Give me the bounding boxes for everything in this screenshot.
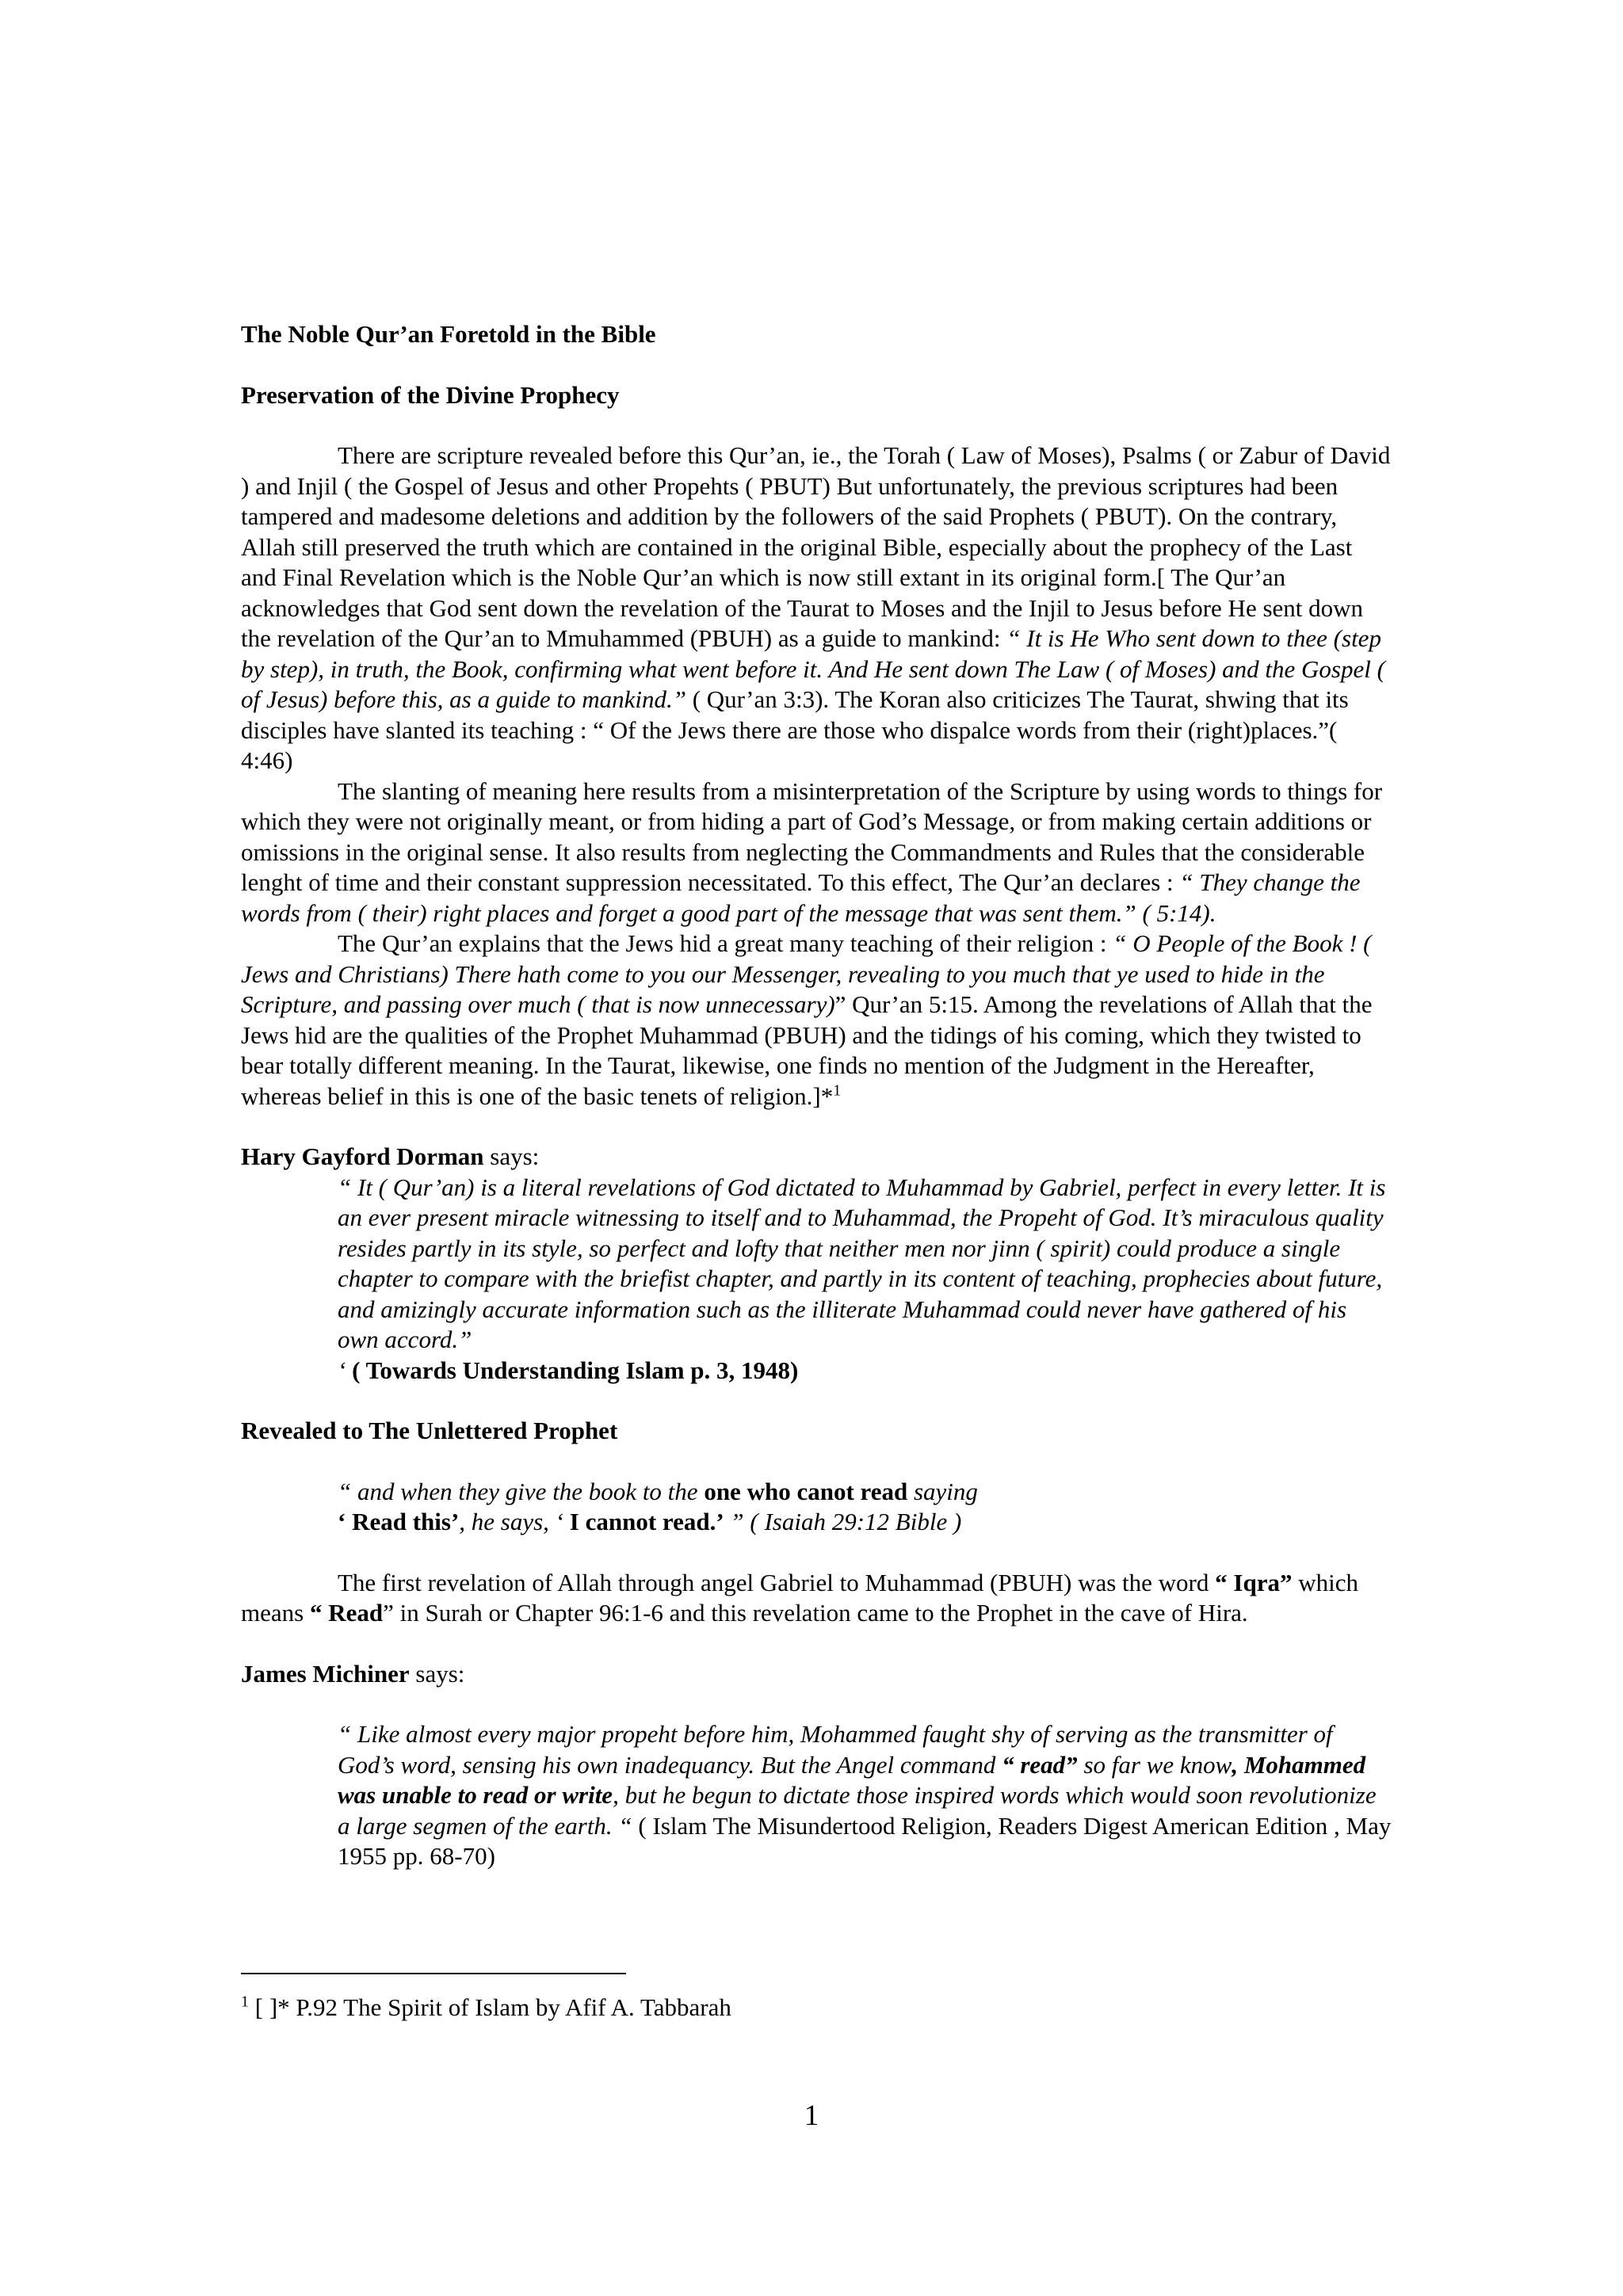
paragraph-text: which means — [241, 1568, 1358, 1627]
quote-bold: ‘ Read this’ — [338, 1508, 460, 1535]
source-text: ( Islam The Misundertood Religion, Readers Digest American Edition , May 1955 pp. 68-70) — [338, 1811, 1392, 1870]
document-title: The Noble Qur’an Foretold in the Bible — [241, 320, 656, 348]
dorman-quote — [338, 1173, 1392, 1356]
michiner-attribution — [241, 1659, 1392, 1690]
quote-bold: one who canot read — [704, 1477, 908, 1505]
quote-bold: “ read” — [1002, 1750, 1078, 1779]
paragraph-text: ” Qur’an 5:15. Among the revelations of Allah that the Jews hid are the qualities of the Prophet Muhammad (PBUH) and the tidings of his coming, which they twisted to bear totally different meaning. In the Taurat, likewise, one finds no mention of the Judgment in the Hereafter, whereas belief in this is one of the basic tenets of religion.]* — [241, 990, 1373, 1110]
quote-text: ” ( Isaiah 29:12 Bible ) — [724, 1508, 962, 1535]
read-word: “ Read — [309, 1599, 384, 1627]
paragraph-text: The first revelation of Allah through angel Gabriel to Muhammad (PBUH) was the word — [338, 1568, 1216, 1596]
paragraph-people-of-book — [241, 929, 1392, 1112]
section-heading-unlettered: Revealed to The Unlettered Prophet — [241, 1417, 618, 1444]
says-label: says: — [483, 1142, 540, 1170]
paragraph-text: ( Qur’an 3:3). The Koran also criticizes The Taurat, shwing that its disciples have slanted its teaching : “ Of the Jews there are those who dispalce words from their (right)places.”( 4:46) — [241, 685, 1349, 774]
isaiah-quote-line-2 — [338, 1507, 1392, 1538]
quran-quote: “ They change the words from ( their) right places and forget a good part of the message that was sent them.” ( 5:14). — [241, 868, 1361, 927]
footnote — [241, 1993, 731, 2023]
quote-bold: , Mohammed was unable to read or write — [338, 1750, 1366, 1809]
paragraph-slanting — [241, 776, 1392, 929]
section-heading-preservation: Preservation of the Divine Prophecy — [241, 380, 620, 409]
quote-text: “ and when they give the book to the — [338, 1477, 705, 1505]
paragraph-scriptures — [241, 441, 1392, 776]
says-label: says: — [409, 1659, 465, 1688]
source-mark: ‘ — [338, 1356, 353, 1384]
quote-text: “ It ( Qur’an) is a literal revelations of God dictated to Muhammad by Gabriel, perfect in every letter. It is an ever present miracle witnessing to itself and to Muhammad, the Propeht of God. It’s miraculous quality resides partly in its style, so perfect and lofty that neither men nor jinn ( spirit) could produce a single chapter to compare with the briefist chapter, and partly in its content of teaching, prophecies about future, and amizingly accurate information such as the illiterate Muhammad could never have gathered of his own accord.” — [338, 1173, 1386, 1353]
footnote-number: 1 — [241, 1993, 249, 2011]
quran-quote: “ It is He Who sent down to thee (step by step), in truth, the Book, confirming what went before it. And He sent down The Law ( of Moses) and the Gospel ( of Jesus) before this, as a guide to mankind.” — [241, 624, 1385, 713]
dorman-source — [338, 1356, 1392, 1386]
page-number: 1 — [804, 2100, 819, 2132]
quote-text: saying — [907, 1477, 978, 1505]
paragraph-text: The Qur’an explains that the Jews hid a great many teaching of their religion : — [338, 929, 1113, 957]
quote-bold: I cannot read.’ — [569, 1508, 724, 1535]
quote-text: , he says, ‘ — [459, 1508, 570, 1535]
quote-text: “ Like almost every major propeht before him, Mohammed faught shy of serving as the transmitter of God’s word, sensing his own inadequancy. But the Angel command — [338, 1720, 1333, 1779]
author-name: Hary Gayford Dorman — [241, 1142, 484, 1170]
page-content — [241, 319, 1392, 1872]
author-name: James Michiner — [241, 1659, 410, 1688]
isaiah-quote-line-1 — [338, 1477, 1392, 1508]
dorman-attribution — [241, 1142, 1392, 1173]
iqra-word: “ Iqra” — [1215, 1568, 1293, 1596]
paragraph-text: There are scripture revealed before this Qur’an, ie., the Torah ( Law of Moses), Psalms ( or Zabur of David ) and Injil ( the Gospel of Jesus and other Propehts ( PBUT) But unfortunately, the previous scriptures had been tampered and madesome deletions and addition by the followers of the said Prophets ( PBUT). On the contrary, Allah still preserved the truth which are contained in the original Bible, especially about the prophecy of the Last and Final Revelation which is the Noble Qur’an which is now still extant in its original form.[ The Qur’an acknowledges that God sent down the revelation of the Taurat to Moses and the Injil to Jesus before He sent down the revelation of the Qur’an to Mmuhammed (PBUH) as a guide to mankind: — [241, 441, 1391, 652]
quran-quote: “ O People of the Book ! ( Jews and Christians) There hath come to you our Messenger, revealing to you much that ye used to hide in the Scripture, and passing over much ( that is now unnecessary) — [241, 929, 1372, 1018]
quote-text: so far we know — [1077, 1750, 1232, 1779]
paragraph-text: The slanting of meaning here results from a misinterpretation of the Scripture by using words to things for which they were not originally meant, or from hiding a part of God’s Message, or from making certain additions or omissions in the original sense. It also results from neglecting the Commandments and Rules that the considerable lenght of time and their constant suppression necessitated. To this effect, The Qur’an declares : — [241, 776, 1383, 896]
footnote-text: [ ]* P.92 The Spirit of Islam by Afif A. Tabbarah — [249, 1993, 731, 2021]
paragraph-first-revelation — [241, 1568, 1392, 1629]
footnote-ref: 1 — [833, 1081, 842, 1100]
source-text: ( Towards Understanding Islam p. 3, 1948) — [352, 1356, 799, 1384]
footnote-separator — [241, 1973, 626, 1974]
quote-text: , but he begun to dictate those inspired words which would soon revolutionize a large segmen of the earth. “ — [338, 1781, 1377, 1840]
michiner-quote — [338, 1719, 1392, 1872]
paragraph-text: ” in Surah or Chapter 96:1-6 and this revelation came to the Prophet in the cave of Hira. — [383, 1599, 1248, 1627]
